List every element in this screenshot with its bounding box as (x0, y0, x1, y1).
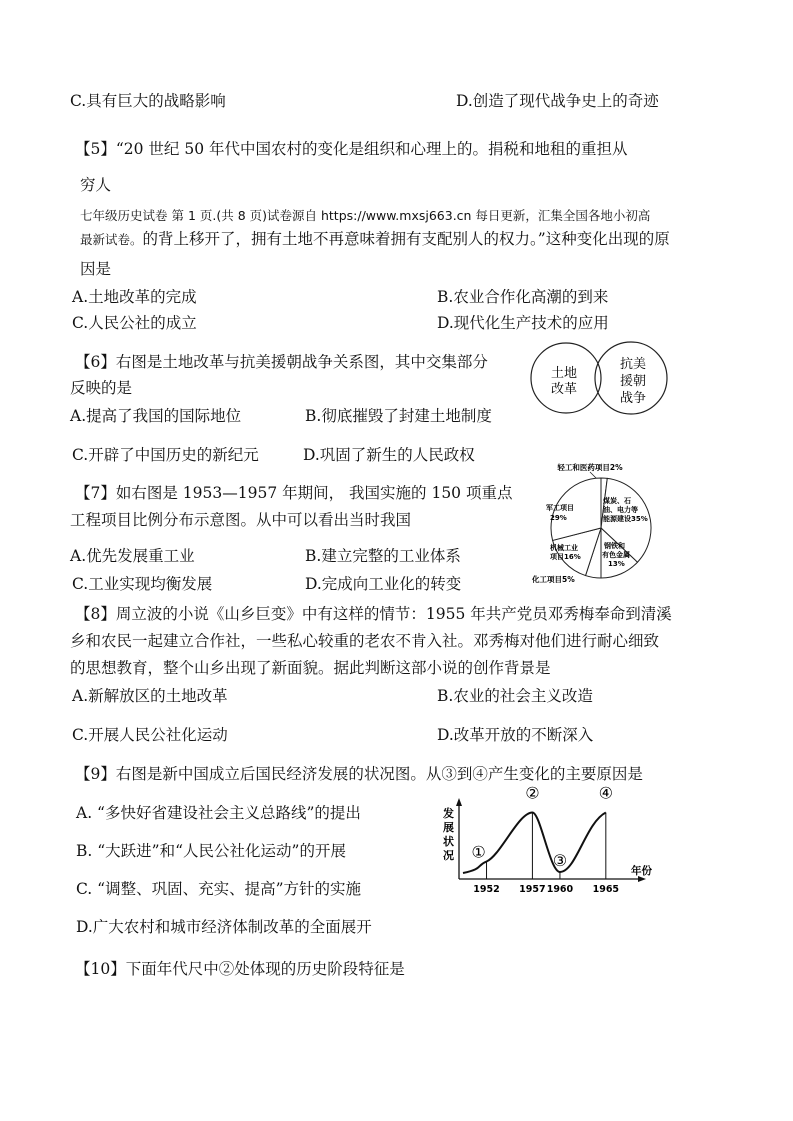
point-marker-4: ④ (598, 783, 613, 803)
x-axis-label: 年份 (631, 865, 652, 877)
x-tick-1960: 1960 (546, 884, 574, 895)
pie-label-steel-1: 钢铁和 (604, 542, 625, 550)
q4-option-d: D.创造了现代战争史上的奇迹 (456, 92, 659, 110)
q8-stem-line3: 的思想教育，整个山乡出现了新面貌。据此判断这部小说的创作背景是 (70, 659, 551, 677)
q8-option-a: A.新解放区的土地改革 (72, 687, 228, 705)
point-marker-2: ② (525, 783, 540, 803)
venn-right-label-1: 抗美 (619, 357, 647, 372)
q5-option-b: B.农业合作化高潮的到来 (437, 288, 609, 306)
q5-stem-line1: 【5】“20 世纪 50 年代中国农村的变化是组织和心理上的。捐税和地租的重担从 (75, 140, 628, 158)
pie-label-steel-2: 有色金属 (602, 551, 630, 559)
q5-option-c: C.人民公社的成立 (72, 314, 197, 332)
y-axis-label-4: 况 (443, 849, 454, 862)
x-tick-1952: 1952 (473, 884, 500, 895)
pie-label-military-2: 29% (550, 514, 567, 522)
venn-right-label-3: 战争 (619, 391, 647, 406)
pie-label-energy-2: 油、电力等 (603, 506, 638, 514)
q7-option-a: A.优先发展重工业 (70, 547, 195, 565)
y-axis-label-1: 发 (443, 807, 454, 820)
q9-stem: 【9】右图是新中国成立后国民经济发展的状况图。从③到④产生变化的主要原因是 (75, 765, 643, 783)
q6-option-a: A.提高了我国的国际地位 (70, 407, 242, 425)
pie-label-steel-3: 13% (608, 560, 625, 568)
venn-right-label-2: 援朝 (619, 374, 647, 389)
point-marker-3: ③ (552, 851, 568, 870)
q7-option-c: C.工业实现均衡发展 (72, 575, 213, 593)
pie-label-machinery-2: 项目16% (550, 553, 581, 561)
q5-stem-line3: 的背上移开了，拥有土地不再意味着拥有支配别人的权力。”这种变化出现的原 (142, 230, 670, 248)
q8-option-b: B.农业的社会主义改造 (437, 687, 593, 705)
q5-option-a: A.土地改革的完成 (72, 288, 197, 306)
q7-stem-line1: 【7】如右图是 1953—1957 年期间， 我国实施的 150 项重点 (75, 484, 513, 502)
q8-stem-line1: 【8】周立波的小说《山乡巨变》中有这样的情节：1955 年共产党员邓秀梅奉命到清溪 (75, 605, 672, 623)
economy-development-chart (435, 783, 675, 905)
pie-label-energy-1: 煤炭、石 (603, 497, 631, 505)
q6-option-c: C.开辟了中国历史的新纪元 (72, 446, 259, 464)
q7-option-b: B.建立完整的工业体系 (305, 547, 461, 565)
y-axis-arrow (456, 798, 462, 806)
pie-label-machinery-1: 机械工业 (550, 544, 578, 552)
q6-stem-line2: 反映的是 (70, 379, 133, 397)
q8-stem-line2: 乡和农民一起建立合作社，一些私心较重的老农不肯入社。邓秀梅对他们进行耐心细致 (70, 632, 660, 650)
q5-option-d: D.现代化生产技术的应用 (437, 314, 609, 332)
page-footer-line2: 最新试卷。 (80, 232, 143, 247)
venn-left-label-2: 改革 (550, 382, 578, 397)
x-tick-1965: 1965 (592, 884, 620, 895)
q9-option-a: A. “多快好省建设社会主义总路线”的提出 (76, 804, 361, 822)
q6-option-b: B.彻底摧毁了封建土地制度 (305, 407, 492, 425)
pie-label-military-1: 军工项目 (546, 504, 574, 512)
y-axis-label-2: 展 (443, 821, 454, 834)
q10-stem: 【10】下面年代尺中②处体现的历史阶段特征是 (75, 960, 405, 978)
q9-option-c: C. “调整、巩固、充实、提高”方针的实施 (76, 880, 362, 898)
q7-option-d: D.完成向工业化的转变 (305, 575, 462, 593)
pie-label-energy-3: 能源建设35% (603, 515, 648, 523)
q6-option-d: D.巩固了新生的人民政权 (303, 446, 475, 464)
pie-label-chemical: 化工项目5% (532, 575, 575, 584)
q6-stem-line1: 【6】右图是土地改革与抗美援朝战争关系图，其中交集部分 (75, 353, 488, 371)
q5-stem-line2: 穷人 (80, 176, 112, 194)
y-axis-label-3: 状 (443, 835, 454, 848)
venn-diagram (528, 340, 678, 418)
page-footer-line1: 七年级历史试卷 第 1 页.(共 8 页)试卷源自 https://www.mxsj663.cn 每日更新，汇集全国各地小初高 (80, 208, 651, 223)
q8-option-c: C.开展人民公社化运动 (72, 726, 228, 744)
q5-stem-line4: 因是 (80, 260, 112, 278)
x-tick-1957: 1957 (519, 884, 546, 895)
pie-chart-150-projects (528, 458, 673, 586)
point-marker-1: ① (471, 842, 486, 862)
q4-option-c: C.具有巨大的战略影响 (70, 92, 226, 110)
q8-option-d: D.改革开放的不断深入 (437, 726, 594, 744)
pie-label-light-industry: 轻工和医药项目2% (557, 463, 623, 472)
q9-option-d: D.广大农村和城市经济体制改革的全面展开 (76, 918, 372, 936)
venn-left-label-1: 土地 (550, 366, 578, 381)
q9-option-b: B. “大跃进”和“人民公社化运动”的开展 (76, 842, 346, 860)
q5-continuation (80, 229, 670, 250)
q7-stem-line2: 工程项目比例分布示意图。从中可以看出当时我国 (70, 511, 412, 529)
